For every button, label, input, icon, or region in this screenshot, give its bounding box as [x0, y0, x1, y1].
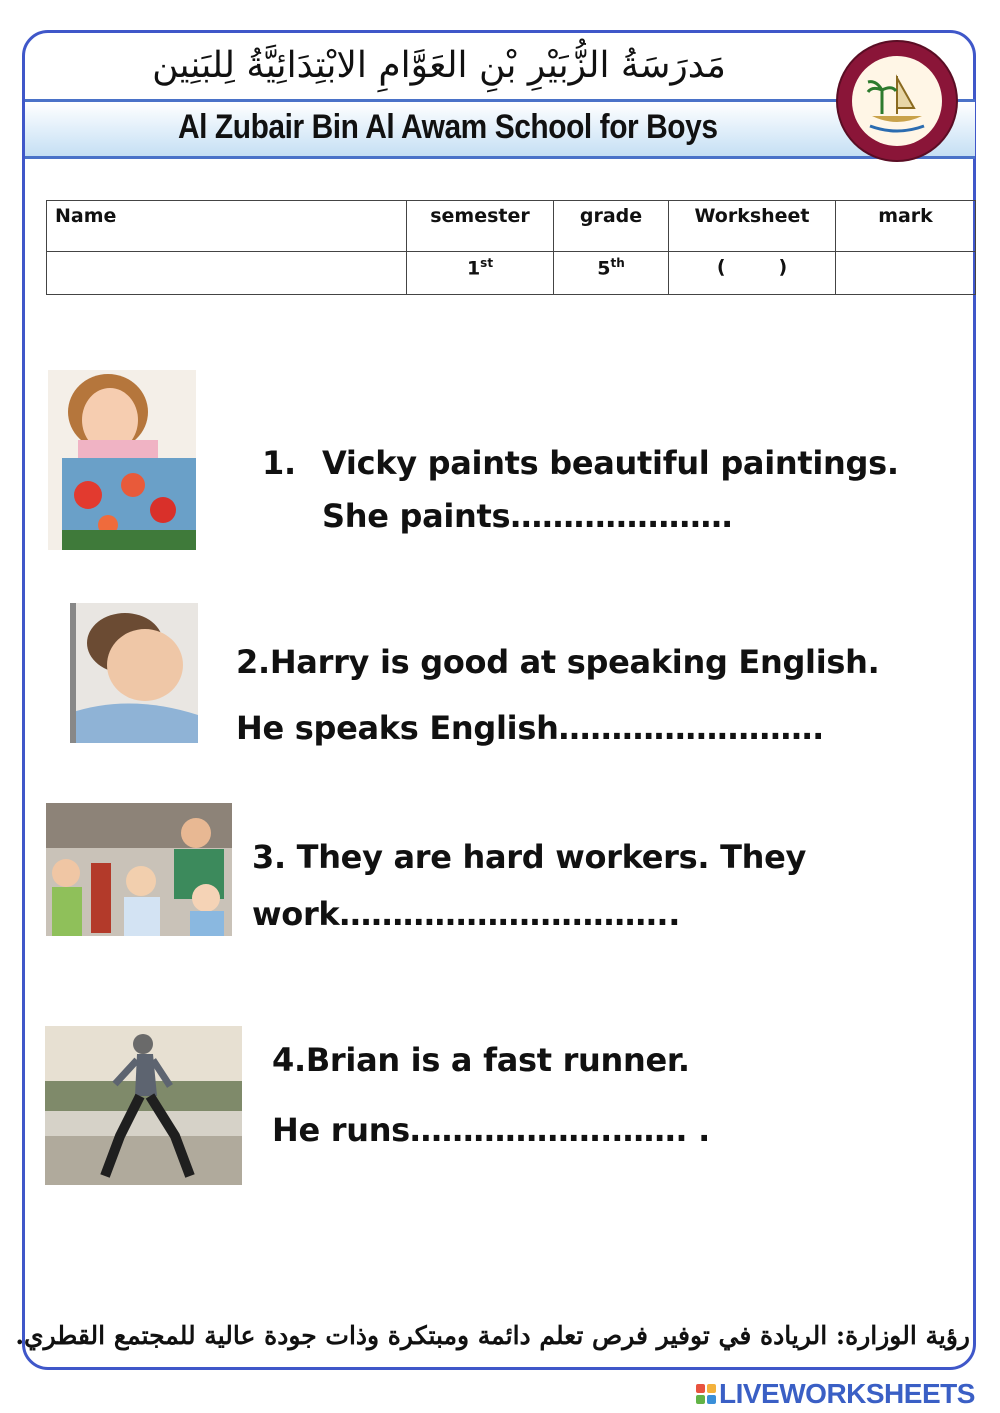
girl-painting-photo	[48, 370, 196, 550]
logo-center	[852, 56, 942, 146]
question-4-sentence: 4.Brian is a fast runner.	[272, 1041, 690, 1079]
question-3-answer-line[interactable]: work…………………………..	[252, 895, 681, 933]
question-2-answer-line[interactable]: He speaks English…………………….	[236, 709, 825, 747]
student-info-table	[46, 200, 976, 295]
boy-speaking-photo	[70, 603, 198, 743]
semester-header: semester	[407, 201, 554, 252]
question-1-answer-line[interactable]: She paints…………………	[322, 497, 733, 535]
ministry-logo	[838, 42, 956, 160]
runner-photo	[45, 1026, 242, 1185]
question-2-sentence: 2.Harry is good at speaking English.	[236, 643, 880, 681]
worksheet-number: ( )	[669, 252, 836, 295]
ministry-vision: رؤية الوزارة: الريادة في توفير فرص تعلم دائمة ومبتكرة وذات جودة عالية للمجتمع القطري.	[15, 1321, 970, 1350]
semester-value: 1st	[407, 252, 554, 295]
question-4-answer-line[interactable]: He runs……………….……. .	[272, 1111, 710, 1149]
brand-text: LIVEWORKSHEETS	[719, 1378, 975, 1409]
liveworksheets-icon	[696, 1384, 716, 1404]
grade-header: grade	[554, 201, 669, 252]
name-header: Name	[47, 201, 407, 252]
question-1	[262, 444, 899, 482]
question-1-sentence: Vicky paints beautiful paintings.	[322, 444, 899, 482]
grade-value: 5th	[554, 252, 669, 295]
question-1-number: 1.	[262, 444, 296, 482]
mark-header: mark	[836, 201, 976, 252]
worksheet-header: Worksheet	[669, 201, 836, 252]
dhow-palm-icon	[852, 56, 942, 146]
english-school-title: Al Zubair Bin Al Awam School for Boys	[178, 108, 718, 146]
arabic-school-title: مَدرَسَةُ الزُّبَيْرِ بْنِ العَوَّامِ الابْتِدَائِيَّةُ لِلبَنِين	[152, 45, 726, 86]
name-field[interactable]	[47, 252, 407, 295]
liveworksheets-brand[interactable]	[696, 1378, 975, 1410]
mark-field[interactable]	[836, 252, 976, 295]
kids-working-photo	[46, 803, 232, 936]
question-3-sentence: 3. They are hard workers. They	[252, 838, 807, 876]
